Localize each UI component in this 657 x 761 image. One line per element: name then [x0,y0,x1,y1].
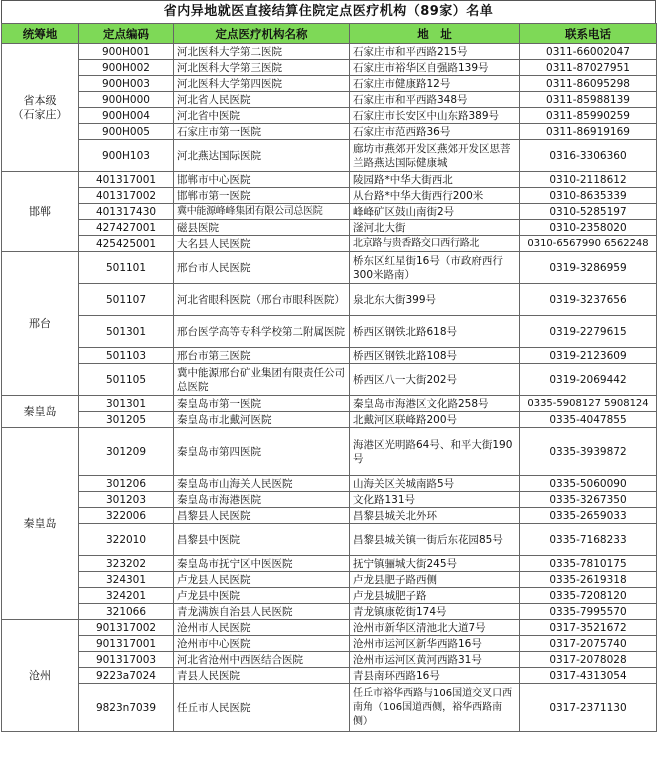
code-cell: 324201 [79,588,174,604]
address-cell: 昌黎县城关镇一街后东花园85号 [350,524,520,556]
name-cell: 邢台市第三医院 [174,348,350,364]
address-cell: 青龙镇康乾街174号 [350,604,520,620]
name-cell: 邢台市人民医院 [174,252,350,284]
code-cell: 900H000 [79,92,174,108]
phone-cell: 0335-4047855 [520,412,657,428]
phone-cell: 0319-3286959 [520,252,657,284]
phone-cell: 0335-5060090 [520,476,657,492]
code-cell: 900H005 [79,124,174,140]
name-cell: 河北医科大学第三医院 [174,60,350,76]
name-cell: 任丘市人民医院 [174,684,350,732]
code-cell: 900H004 [79,108,174,124]
header-address: 地 址 [350,24,520,44]
hospital-table [1,23,657,732]
table-row [2,476,657,492]
code-cell: 301301 [79,396,174,412]
name-cell: 河北省人民医院 [174,92,350,108]
table-row [2,508,657,524]
code-cell: 9223a7024 [79,668,174,684]
table-row [2,236,657,252]
table-row [2,572,657,588]
address-cell: 沧州市新华区清池北大道7号 [350,620,520,636]
name-cell: 卢龙县中医院 [174,588,350,604]
address-cell: 石家庄市和平西路215号 [350,44,520,60]
address-cell: 任丘市裕华西路与106国道交叉口西南角（106国道西侧，裕华西路南侧） [350,684,520,732]
address-cell: 卢龙县肥子路西侧 [350,572,520,588]
table-row [2,348,657,364]
table-row [2,76,657,92]
address-cell: 从台路*中华大街西行200米 [350,188,520,204]
name-cell: 秦皇岛市海港医院 [174,492,350,508]
code-cell: 9823n7039 [79,684,174,732]
address-cell: 石家庄市裕华区自强路139号 [350,60,520,76]
code-cell: 501107 [79,284,174,316]
table-row [2,188,657,204]
table-row [2,652,657,668]
table-row [2,428,657,476]
table-row [2,316,657,348]
phone-cell: 0319-3237656 [520,284,657,316]
name-cell: 邯郸市第一医院 [174,188,350,204]
phone-cell: 0311-85988139 [520,92,657,108]
phone-cell: 0335-2619318 [520,572,657,588]
name-cell: 青龙满族自治县人民医院 [174,604,350,620]
code-cell: 322010 [79,524,174,556]
region-cell-handan: 邯郸 [2,172,79,252]
region-cell-cangzhou: 沧州 [2,620,79,732]
address-cell: 文化路131号 [350,492,520,508]
code-cell: 322006 [79,508,174,524]
address-cell: 陵园路*中华大街西北 [350,172,520,188]
code-cell: 323202 [79,556,174,572]
table-row [2,588,657,604]
code-cell: 301203 [79,492,174,508]
name-cell: 冀中能源峰峰集团有限公司总医院 [174,204,350,220]
address-cell: 峰峰矿区鼓山南街2号 [350,204,520,220]
code-cell: 425425001 [79,236,174,252]
phone-cell: 0310-8635339 [520,188,657,204]
table-row [2,636,657,652]
address-cell: 山海关区关城南路5号 [350,476,520,492]
phone-cell: 0317-4313054 [520,668,657,684]
code-cell: 901317002 [79,620,174,636]
phone-cell: 0317-2078028 [520,652,657,668]
name-cell: 沧州市中心医院 [174,636,350,652]
phone-cell: 0317-2075740 [520,636,657,652]
address-cell: 泉北东大街399号 [350,284,520,316]
table-row [2,252,657,284]
region-cell-xingtai: 邢台 [2,252,79,396]
code-cell: 900H002 [79,60,174,76]
table-row [2,556,657,572]
header-phone: 联系电话 [520,24,657,44]
name-cell: 河北省沧州中西医结合医院 [174,652,350,668]
code-cell: 324301 [79,572,174,588]
phone-cell: 0335-2659033 [520,508,657,524]
name-cell: 秦皇岛市第四医院 [174,428,350,476]
table-row [2,60,657,76]
header-code: 定点编码 [79,24,174,44]
phone-cell: 0335-3939872 [520,428,657,476]
table-row [2,668,657,684]
name-cell: 昌黎县中医院 [174,524,350,556]
table-row [2,396,657,412]
name-cell: 秦皇岛市第一医院 [174,396,350,412]
address-cell: 滏河北大街 [350,220,520,236]
name-cell: 邢台医学高等专科学校第二附属医院 [174,316,350,348]
code-cell: 901317003 [79,652,174,668]
address-cell: 石家庄市健康路12号 [350,76,520,92]
address-cell: 桥西区八一大街202号 [350,364,520,396]
name-cell: 昌黎县人民医院 [174,508,350,524]
code-cell: 301209 [79,428,174,476]
name-cell: 河北省中医院 [174,108,350,124]
address-cell: 海港区光明路64号、和平大街190号 [350,428,520,476]
address-cell: 石家庄市长安区中山东路389号 [350,108,520,124]
code-cell: 900H001 [79,44,174,60]
name-cell: 石家庄市第一医院 [174,124,350,140]
phone-cell: 0317-2371130 [520,684,657,732]
region-cell-qinhuangdao-b: 秦皇岛 [2,428,79,620]
table-header-row [2,24,657,44]
code-cell: 401317002 [79,188,174,204]
address-cell: 石家庄市范西路36号 [350,124,520,140]
address-cell: 桥西区钢铁北路108号 [350,348,520,364]
code-cell: 900H003 [79,76,174,92]
table-row [2,524,657,556]
phone-cell: 0310-5285197 [520,204,657,220]
code-cell: 401317430 [79,204,174,220]
region-cell-qinhuangdao-a: 秦皇岛 [2,396,79,428]
header-region: 统筹地 [2,24,79,44]
address-cell: 抚宁镇骊城大街245号 [350,556,520,572]
table-row [2,108,657,124]
phone-cell: 0319-2123609 [520,348,657,364]
address-cell: 沧州市运河区黄河西路31号 [350,652,520,668]
code-cell: 301205 [79,412,174,428]
table-row [2,124,657,140]
address-cell: 石家庄市和平西路348号 [350,92,520,108]
address-cell: 秦皇岛市海港区文化路258号 [350,396,520,412]
phone-cell: 0316-3306360 [520,140,657,172]
address-cell: 桥西区钢铁北路618号 [350,316,520,348]
name-cell: 秦皇岛市山海关人民医院 [174,476,350,492]
name-cell: 秦皇岛市北戴河医院 [174,412,350,428]
phone-cell: 0311-66002047 [520,44,657,60]
code-cell: 901317001 [79,636,174,652]
table-row [2,620,657,636]
table-row [2,172,657,188]
address-cell: 卢龙县城肥子路 [350,588,520,604]
name-cell: 河北医科大学第二医院 [174,44,350,60]
name-cell: 冀中能源邢台矿业集团有限责任公司总医院 [174,364,350,396]
code-cell: 427427001 [79,220,174,236]
address-cell: 昌黎县城关北外环 [350,508,520,524]
table-row [2,220,657,236]
phone-cell: 0335-5908127 5908124 [520,396,657,412]
table-row [2,140,657,172]
name-cell: 卢龙县人民医院 [174,572,350,588]
table-row [2,204,657,220]
address-cell: 廊坊市燕郊开发区燕郊开发区思菩兰路燕达国际健康城 [350,140,520,172]
address-cell: 桥东区红星街16号（市政府西行300米路南） [350,252,520,284]
phone-cell: 0335-7810175 [520,556,657,572]
table-row [2,92,657,108]
table-row [2,492,657,508]
phone-cell: 0311-85990259 [520,108,657,124]
code-cell: 501101 [79,252,174,284]
phone-cell: 0311-87027951 [520,60,657,76]
name-cell: 大名县人民医院 [174,236,350,252]
table-row [2,684,657,732]
phone-cell: 0335-7995570 [520,604,657,620]
phone-cell: 0310-2118612 [520,172,657,188]
phone-cell: 0319-2069442 [520,364,657,396]
phone-cell: 0335-3267350 [520,492,657,508]
table-row [2,364,657,396]
phone-cell: 0310-6567990 6562248 [520,236,657,252]
code-cell: 301206 [79,476,174,492]
header-name: 定点医疗机构名称 [174,24,350,44]
code-cell: 321066 [79,604,174,620]
phone-cell: 0310-2358020 [520,220,657,236]
name-cell: 沧州市人民医院 [174,620,350,636]
address-cell: 北京路与贵香路交口西行路北 [350,236,520,252]
code-cell: 501301 [79,316,174,348]
phone-cell: 0317-3521672 [520,620,657,636]
table-row [2,604,657,620]
table-row [2,44,657,60]
address-cell: 北戴河区联峰路200号 [350,412,520,428]
code-cell: 501103 [79,348,174,364]
name-cell: 河北医科大学第四医院 [174,76,350,92]
name-cell: 邯郸市中心医院 [174,172,350,188]
page-title: 省内异地就医直接结算住院定点医疗机构（89家）名单 [1,0,656,23]
region-cell-shengbenji: 省本级 （石家庄） [2,44,79,172]
name-cell: 秦皇岛市抚宁区中医医院 [174,556,350,572]
phone-cell: 0335-7208120 [520,588,657,604]
hospital-list-document [1,0,656,732]
address-cell: 沧州市运河区新华西路16号 [350,636,520,652]
phone-cell: 0319-2279615 [520,316,657,348]
phone-cell: 0311-86095298 [520,76,657,92]
code-cell: 501105 [79,364,174,396]
name-cell: 河北燕达国际医院 [174,140,350,172]
code-cell: 401317001 [79,172,174,188]
name-cell: 磁县医院 [174,220,350,236]
phone-cell: 0335-7168233 [520,524,657,556]
name-cell: 青县人民医院 [174,668,350,684]
table-row [2,284,657,316]
address-cell: 青县南环西路16号 [350,668,520,684]
table-row [2,412,657,428]
phone-cell: 0311-86919169 [520,124,657,140]
name-cell: 河北省眼科医院（邢台市眼科医院） [174,284,350,316]
code-cell: 900H103 [79,140,174,172]
